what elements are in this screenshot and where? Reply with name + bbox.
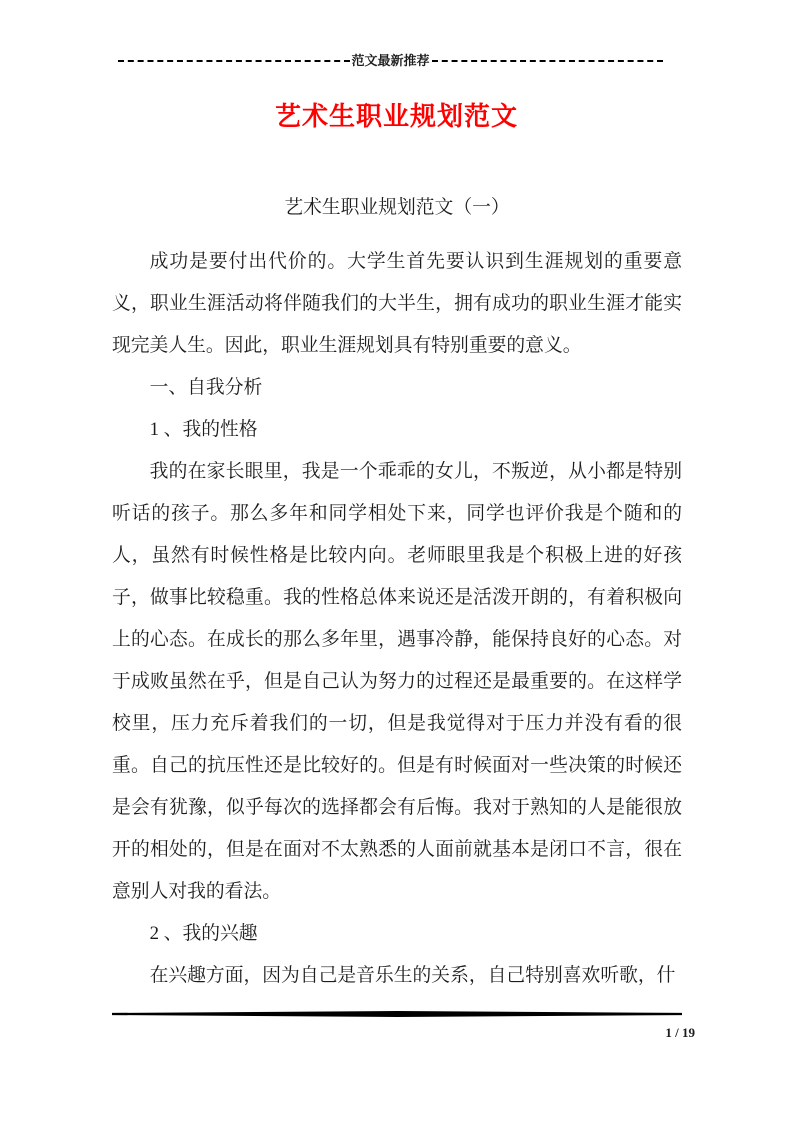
- paragraph: 成功是要付出代价的。大学生首先要认识到生涯规划的重要意义，职业生涯活动将伴随我们的大半生，拥有成功的职业生涯才能实现完美人生。因此，职业生涯规划具有特别重要的意义。: [112, 251, 682, 356]
- page-number: 1 / 19: [665, 1025, 695, 1040]
- document-title: 艺术生职业规划范文: [274, 102, 518, 131]
- header-dash-right: [432, 60, 664, 62]
- header-recommend-label: 范文最新推荐: [351, 53, 430, 68]
- document-body: [112, 187, 682, 997]
- section-subtitle: 艺术生职业规划范文（一）: [284, 197, 510, 218]
- header-dash-left: [118, 60, 350, 62]
- paragraph: 在兴趣方面，因为自己是音乐生的关系，自己特别喜欢听歌，什: [149, 965, 676, 986]
- section-heading: 1 、我的性格: [149, 419, 258, 440]
- footer-divider: [112, 1011, 682, 1017]
- page-header: [118, 52, 663, 69]
- paragraph: 我的在家长眼里，我是一个乖乖的女儿，不叛逆，从小都是特别听话的孩子。那么多年和同学相处下来，同学也评价我是个随和的人，虽然有时候性格是比较内向。老师眼里我是个积极上进的好孩子，做事比较稳重。我的性格总体来说还是活泼开朗的，有着积极向上的心态。在成长的那么多年里，遇事冷静，能保持良好的心态。对于成败虽然在乎，但是自己认为努力的过程还是最重要的。在这样学校里，压力充斥着我们的一切，但是我觉得对于压力并没有看的很重。自己的抗压性还是比较好的。但是有时候面对一些决策的时候还是会有犹豫，似乎每次的选择都会有后悔。我对于熟知的人是能很放开的相处的，但是在面对不太熟悉的人面前就基本是闭口不言，很在意别人对我的看法。: [112, 461, 682, 902]
- section-heading: 2 、我的兴趣: [149, 923, 258, 944]
- section-heading: 一、自我分析: [149, 377, 263, 398]
